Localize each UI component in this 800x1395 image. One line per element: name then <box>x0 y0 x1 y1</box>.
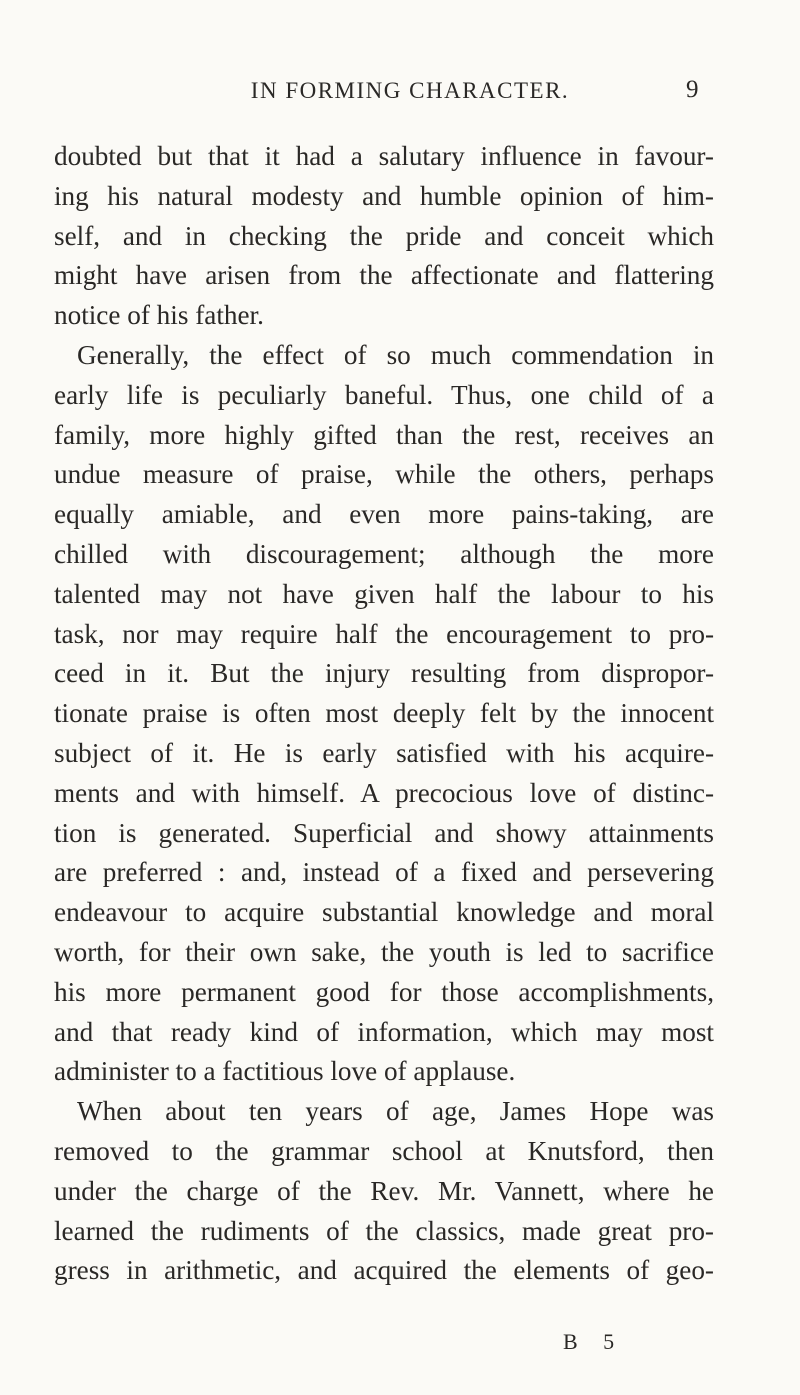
text-line: chilled with discouragement; although the more <box>54 538 714 569</box>
text-line: might have arisen from the affectionate and flattering <box>54 260 714 291</box>
text-line: Generally, the effect of so much commendation in <box>77 339 714 370</box>
text-line: notice of his father. <box>54 300 264 331</box>
text-line: equally amiable, and even more pains-taking, are <box>54 499 714 530</box>
running-title: IN FORMING CHARACTER. <box>250 78 570 103</box>
text-line: gress in arithmetic, and acquired the elements of geo- <box>54 1255 714 1286</box>
text-line: ments and with himself. A precocious love of distinc- <box>54 777 714 808</box>
text-line: subject of it. He is early satisfied with his acquire- <box>54 737 714 768</box>
text-line: tionate praise is often most deeply felt by the innocent <box>54 698 714 729</box>
text-line: task, nor may require half the encouragement to pro- <box>54 618 714 649</box>
text-line: ing his natural modesty and humble opinion of him- <box>54 180 714 211</box>
text-line: When about ten years of age, James Hope was <box>77 1096 714 1127</box>
text-line: tion is generated. Superficial and showy attainments <box>54 817 714 848</box>
text-line: are preferred : and, instead of a fixed and persevering <box>54 857 714 888</box>
text-line: under the charge of the Rev. Mr. Vannett, where he <box>54 1175 714 1206</box>
signature-mark: B 5 <box>563 1329 625 1354</box>
text-line: administer to a factitious love of applause. <box>54 1056 516 1087</box>
page-body-text <box>54 137 714 1291</box>
text-line: family, more highly gifted than the rest, receives an <box>54 419 714 450</box>
page-number: 9 <box>686 76 699 103</box>
text-line: self, and in checking the pride and conceit which <box>54 220 714 251</box>
text-line: talented may not have given half the labour to his <box>54 578 714 609</box>
text-line: doubted but that it had a salutary influence in favour- <box>54 141 714 171</box>
text-line: his more permanent good for those accomplishments, <box>54 976 714 1007</box>
text-line: learned the rudiments of the classics, made great pro- <box>54 1215 714 1246</box>
text-line: removed to the grammar school at Knutsford, then <box>54 1135 714 1166</box>
text-line: ceed in it. But the injury resulting from dispropor- <box>54 658 714 689</box>
text-line: undue measure of praise, while the others, perhaps <box>54 459 714 490</box>
text-line: endeavour to acquire substantial knowledge and moral <box>54 897 714 928</box>
text-line: early life is peculiarly baneful. Thus, one child of a <box>54 379 714 410</box>
text-line: and that ready kind of information, which may most <box>54 1016 714 1047</box>
text-line: worth, for their own sake, the youth is led to sacrifice <box>54 936 714 967</box>
